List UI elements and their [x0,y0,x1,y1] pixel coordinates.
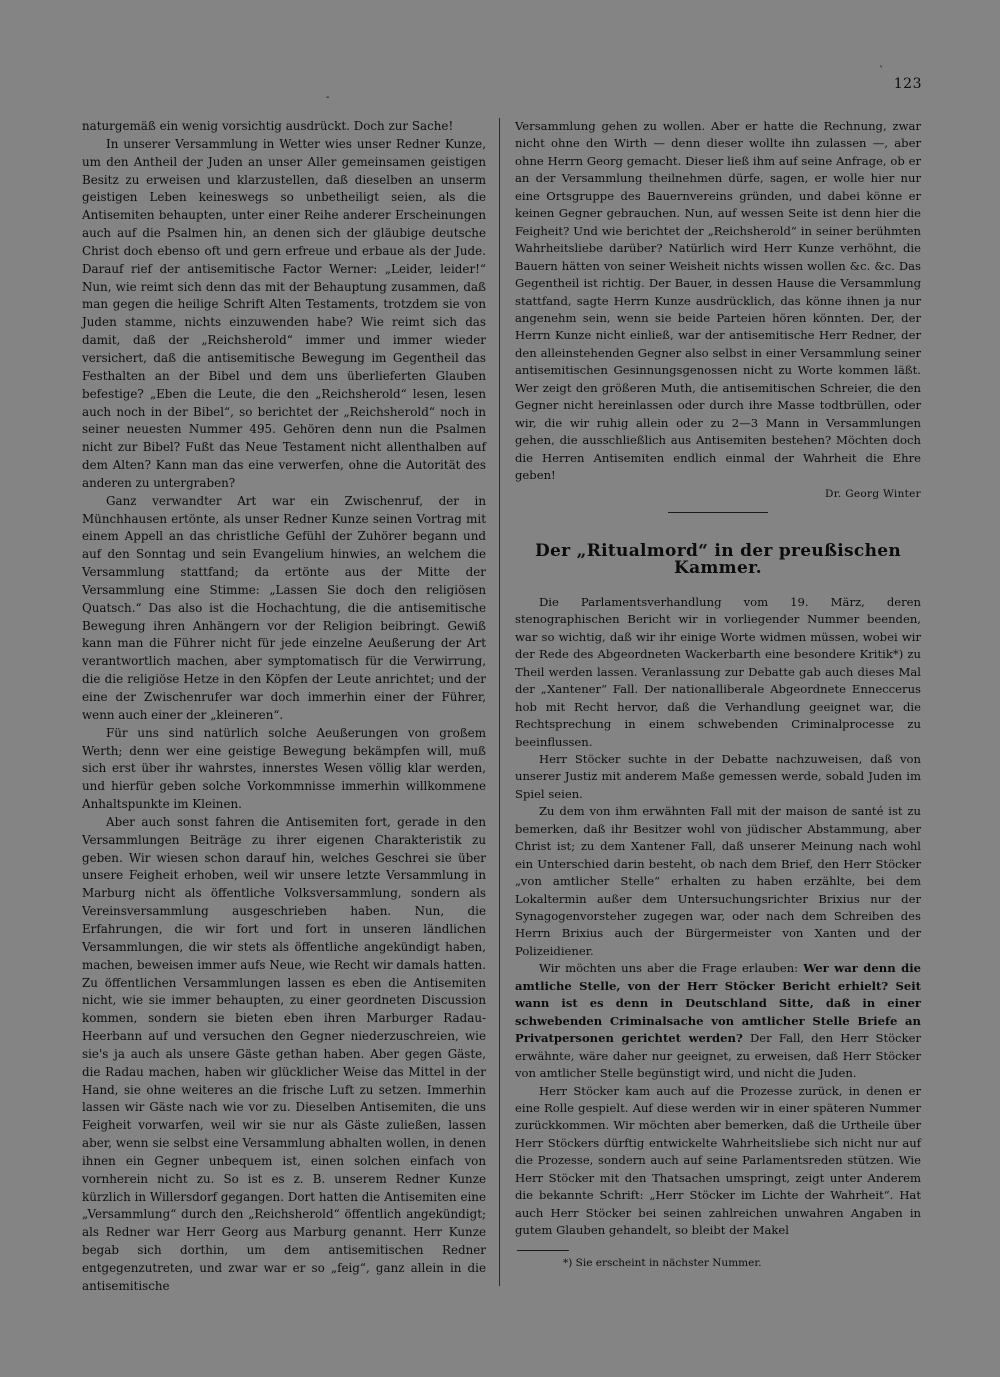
right-paragraph-2: Die Parlamentsverhandlung vom 19. März, deren stenographischen Bericht wir in vorliegender Nummer beenden, war so wichtig, daß wir ihr einige Worte widmen müssen, wobei wir der Rede des Abgeordneten Wackerbarth eine besondere Kritik*) zu Theil werden lassen. Veranlassung zur Debatte gab auch dieses Mal der „Xantener“ Fall. Der nationalliberale Abgeordnete Enneccerus hob mit Recht hervor, daß die Verhandlung geeignet war, die Rechtsprechung in einem schwebenden Criminalprocesse zu beeinflussen. [515,594,921,749]
footnote-rule [517,1250,569,1251]
right-paragraph-3: Herr Stöcker suchte in der Debatte nachzuweisen, daß von unserer Justiz mit anderem Maße gemessen werde, sobald Juden im Spiel seien. [515,751,921,801]
footnote: *) Sie erscheint in nächster Nummer. [563,1256,762,1269]
right-paragraph-6: Herr Stöcker kam auch auf die Prozesse zurück, in denen er eine Rolle gespielt. Auf diese werden wir in einer späteren Nummer zurückkommen. Wir möchten aber bemerken, daß die Urtheile über Herr Stöckers dürftig entwickelte Wahrheitsliebe sich nicht nur auf die Prozesse, sondern auch auf seine Parlamentsreden stützen. Wie Herr Stöcker mit den Thatsachen umspringt, zeigt unter Anderem die bekannte Schrift: „Herr Stöcker im Lichte der Wahrheit“. Hat auch Herr Stöcker bei seinen zahlreichen unwahren Angaben in gutem Glauben gehandelt, so bleibt der Makel [515,1083,921,1238]
left-paragraph-5: Aber auch sonst fahren die Antisemiten fort, gerade in den Versammlungen Beiträge zu ihrer eigenen Charakteristik zu geben. Wir wiesen schon darauf hin, welches Geschrei sie über unsere Feigheit erhoben, weil wir unsere letzte Versammlung in Marburg nicht als öffentliche Volksversammlung, sondern als Vereinsversammlung ausgeschrieben haben. Nun, die Erfahrungen, die wir fort und fort in unseren ländlichen Versammlungen, die wir stets als öffentliche angekündigt haben, machen, beweisen immer aufs Neue, wie Recht wir damals hatten. Zu öffentlichen Versammlungen lassen es eben die Antisemiten nicht, wie sie immer behaupten, zu einer geordneten Discussion kommen, sondern sie bieten eben ihren Marburger Radau-Heerbann auf und versuchen den Gegner niederzuschreien, wie sie's ja auch als unsere Gäste gethan haben. Aber gegen Gäste, die Radau machen, haben wir glücklicher Weise das Mittel in der Hand, sie ohne weiteres an die frische Luft zu setzen. Immerhin lassen wir Gäste nach wie vor zu. Dieselben Antisemiten, die uns Feigheit vorwarfen, weil wir sie nur als Gäste zuließen, lassen aber, wenn sie selbst eine Versammlung abhalten wollen, in denen ihnen ein Gegner unbequem ist, einen solchen einfach von vornherein nicht zu. So ist es z. B. unserem Redner Kunze kürzlich in Willersdorf gegangen. Dort hatten die Antisemiten eine „Versammlung“ durch den „Reichsherold“ öffentlich angekündigt; als Redner war Herr Georg aus Marburg genannt. Herr Kunze begab sich dorthin, um dem antisemitischen Redner entgegenzutreten, und zwar war er so „feig“, ganz allein in die antisemitische [82,814,486,1293]
left-paragraph-2: In unserer Versammlung in Wetter wies unser Redner Kunze, um den Antheil der Juden an unser Aller gemeinsamen geistigen Besitz zu erweisen und klarzustellen, daß dieselben an unserm geistigen Leben keineswegs so unbetheiligt seien, als die Antisemiten behaupten, unter einer Reihe anderer Erscheinungen auch auf die Psalmen hin, an denen sich der gläubige deutsche Christ doch ebenso oft und gern erfreue und erbaue als der Jude. Darauf rief der antisemitische Factor Werner: „Leider, leider!“ Nun, wie reimt sich denn das mit der Behauptung zusammen, daß man gegen die heilige Schrift Alten Testaments, trotzdem sie von Juden stamme, nichts einzuwenden habe? Wie reimt sich das damit, daß der „Reichsherold“ immer und immer wieder versichert, daß die antisemitische Bewegung im Gegentheil das Festhalten an der Bibel und dem uns überlieferten Glauben befestige? „Eben die Leute, die den „Reichsherold“ lesen, lesen auch noch in der Bibel“, so berichtet der „Reichsherold“ noch in seiner neuesten Nummer 495. Gehören denn nun die Psalmen nicht zur Bibel? Fußt das Neue Testament nicht allenthalben auf dem Alten? Kann man das eine verwerfen, ohne die Autorität des anderen zu untergraben? [82,136,486,490]
left-paragraph-3: Ganz verwandter Art war ein Zwischenruf, der in Münchhausen ertönte, als unser Redner Kunze seinen Vortrag mit einem Appell an das christliche Gefühl der Zuhörer begann und auf den Sonntag und sein Evangelium hinwies, an welchem die Versammlung stattfand; da ertönte aus der Mitte der Versammlung eine Stimme: „Lassen Sie doch den religiösen Quatsch.“ Das also ist die Hochachtung, die die antisemitische Bewegung ihren Anhängern vor der Religion beibringt. Gewiß kann man die Führer nicht für jede einzelne Aeußerung der Art verantwortlich machen, aber symptomatisch für die Verwirrung, die die religiöse Hetze in den Köpfen der Leute anrichtet; und der eine der Zwischenrufer war doch immerhin einer der Führer, wenn auch einer der „kleineren“. [82,493,486,722]
question-intro: Wir möchten uns aber die Frage erlauben: [539,961,799,976]
right-paragraph-4: Zu dem von ihm erwähnten Fall mit der maison de santé ist zu bemerken, daß ihr Besitzer wohl von jüdischer Abstammung, aber Christ ist; zu dem Xantener Fall, daß unserer Meinung nach wohl ein Unterschied darin besteht, ob nach dem Brief, den Herr Stöcker „von amtlicher Stelle“ erhalten zu haben erzählte, bei dem Lokaltermin außer dem Untersuchungsrichter Brixius nur der Synagogenvorsteher zugegen war, oder nach dem Schreiben des Herrn Brixius auch der Bürgermeister von Xanten und der Polizeidiener. [515,804,921,958]
bold-question: Wer war denn die amtliche Stelle, von der Herr Stöcker Bericht erhielt? Seit wann ist es denn in Deutschland Sitte, daß in einer schwebenden Criminalsache von amtlicher Stelle Briefe an Privatpersonen gerichtet werden? [515,961,921,1046]
page-dot-mark: ` [879,66,884,77]
right-paragraph-5 [515,960,921,1082]
column-divider [499,118,500,1286]
left-paragraph-4: Für uns sind natürlich solche Aeußerungen von großem Werth; denn wer eine geistige Bewegung bekämpfen will, muß sich erst über ihr wahrstes, innerstes Wesen völlig klar werden, und hierfür geben solche Vorkommnisse immerhin willkommene Anhaltspunkte im Kleinen. [82,725,486,812]
top-mark: - [326,92,330,103]
question-followup: Der Fall, den Herr Stöcker erwähnte, wäre daher nur geeignet, zu erweisen, daß Herr Stöcker von amtlicher Stelle begünstigt wird, und nicht die Juden. [515,1031,921,1081]
right-paragraph-1: Versammlung gehen zu wollen. Aber er hatte die Rechnung, zwar nicht ohne den Wirth — denn dieser wollte ihn zulassen —, aber ohne Herrn Georg gemacht. Dieser ließ ihm auf seine Anfrage, ob er an der Versammlung theilnehmen dürfe, sagen, er wolle hier nur eine Ortsgruppe des Bauernvereins gründen, und dabei könne er keinen Gegner gebrauchen. Nun, auf wessen Seite ist denn hier die Feigheit? Und wie berichtet der „Reichsherold“ in seiner berühmten Wahrheitsliebe darüber? Natürlich wird Herr Kunze verhöhnt, die Bauern hätten von seiner Weisheit nichts wissen wollen &c. &c. Das Gegentheil ist richtig. Der Bauer, in dessen Hause die Versammlung stattfand, sagte Herrn Kunze ausdrücklich, das könne ihnen ja nur angenehm sein, wenn sie beide Parteien hören könnten. Der, der Herrn Kunze nicht einließ, war der antisemitische Herr Redner, der den alleinstehenden Gegner also selbst in einer Versammlung seiner antisemitischen Gesinnungsgenossen nicht zu Worte kommen läßt. Wer zeigt den größeren Muth, die antisemitischen Schreier, die den Gegner nicht hereinlassen oder durch ihre Masse todtbrüllen, oder wir, die wir ruhig allein oder zu 2—3 Mann in Versammlungen gehen, die ausschließlich aus Antisemiten bestehen? Möchten doch die Herren Antisemiten endlich einmal der Wahrheit die Ehre geben! [515,119,921,483]
right-column [515,118,921,1272]
author-signature: Dr. Georg Winter [825,487,921,500]
article-separator [668,512,768,513]
left-paragraph-1: naturgemäß ein wenig vorsichtig ausdrückt. Doch zur Sache! [82,119,454,133]
page-number: 123 [893,76,922,92]
left-column [82,118,486,1296]
article-heading: Der „Ritualmord“ in der preußischen Kammer. [534,540,901,579]
